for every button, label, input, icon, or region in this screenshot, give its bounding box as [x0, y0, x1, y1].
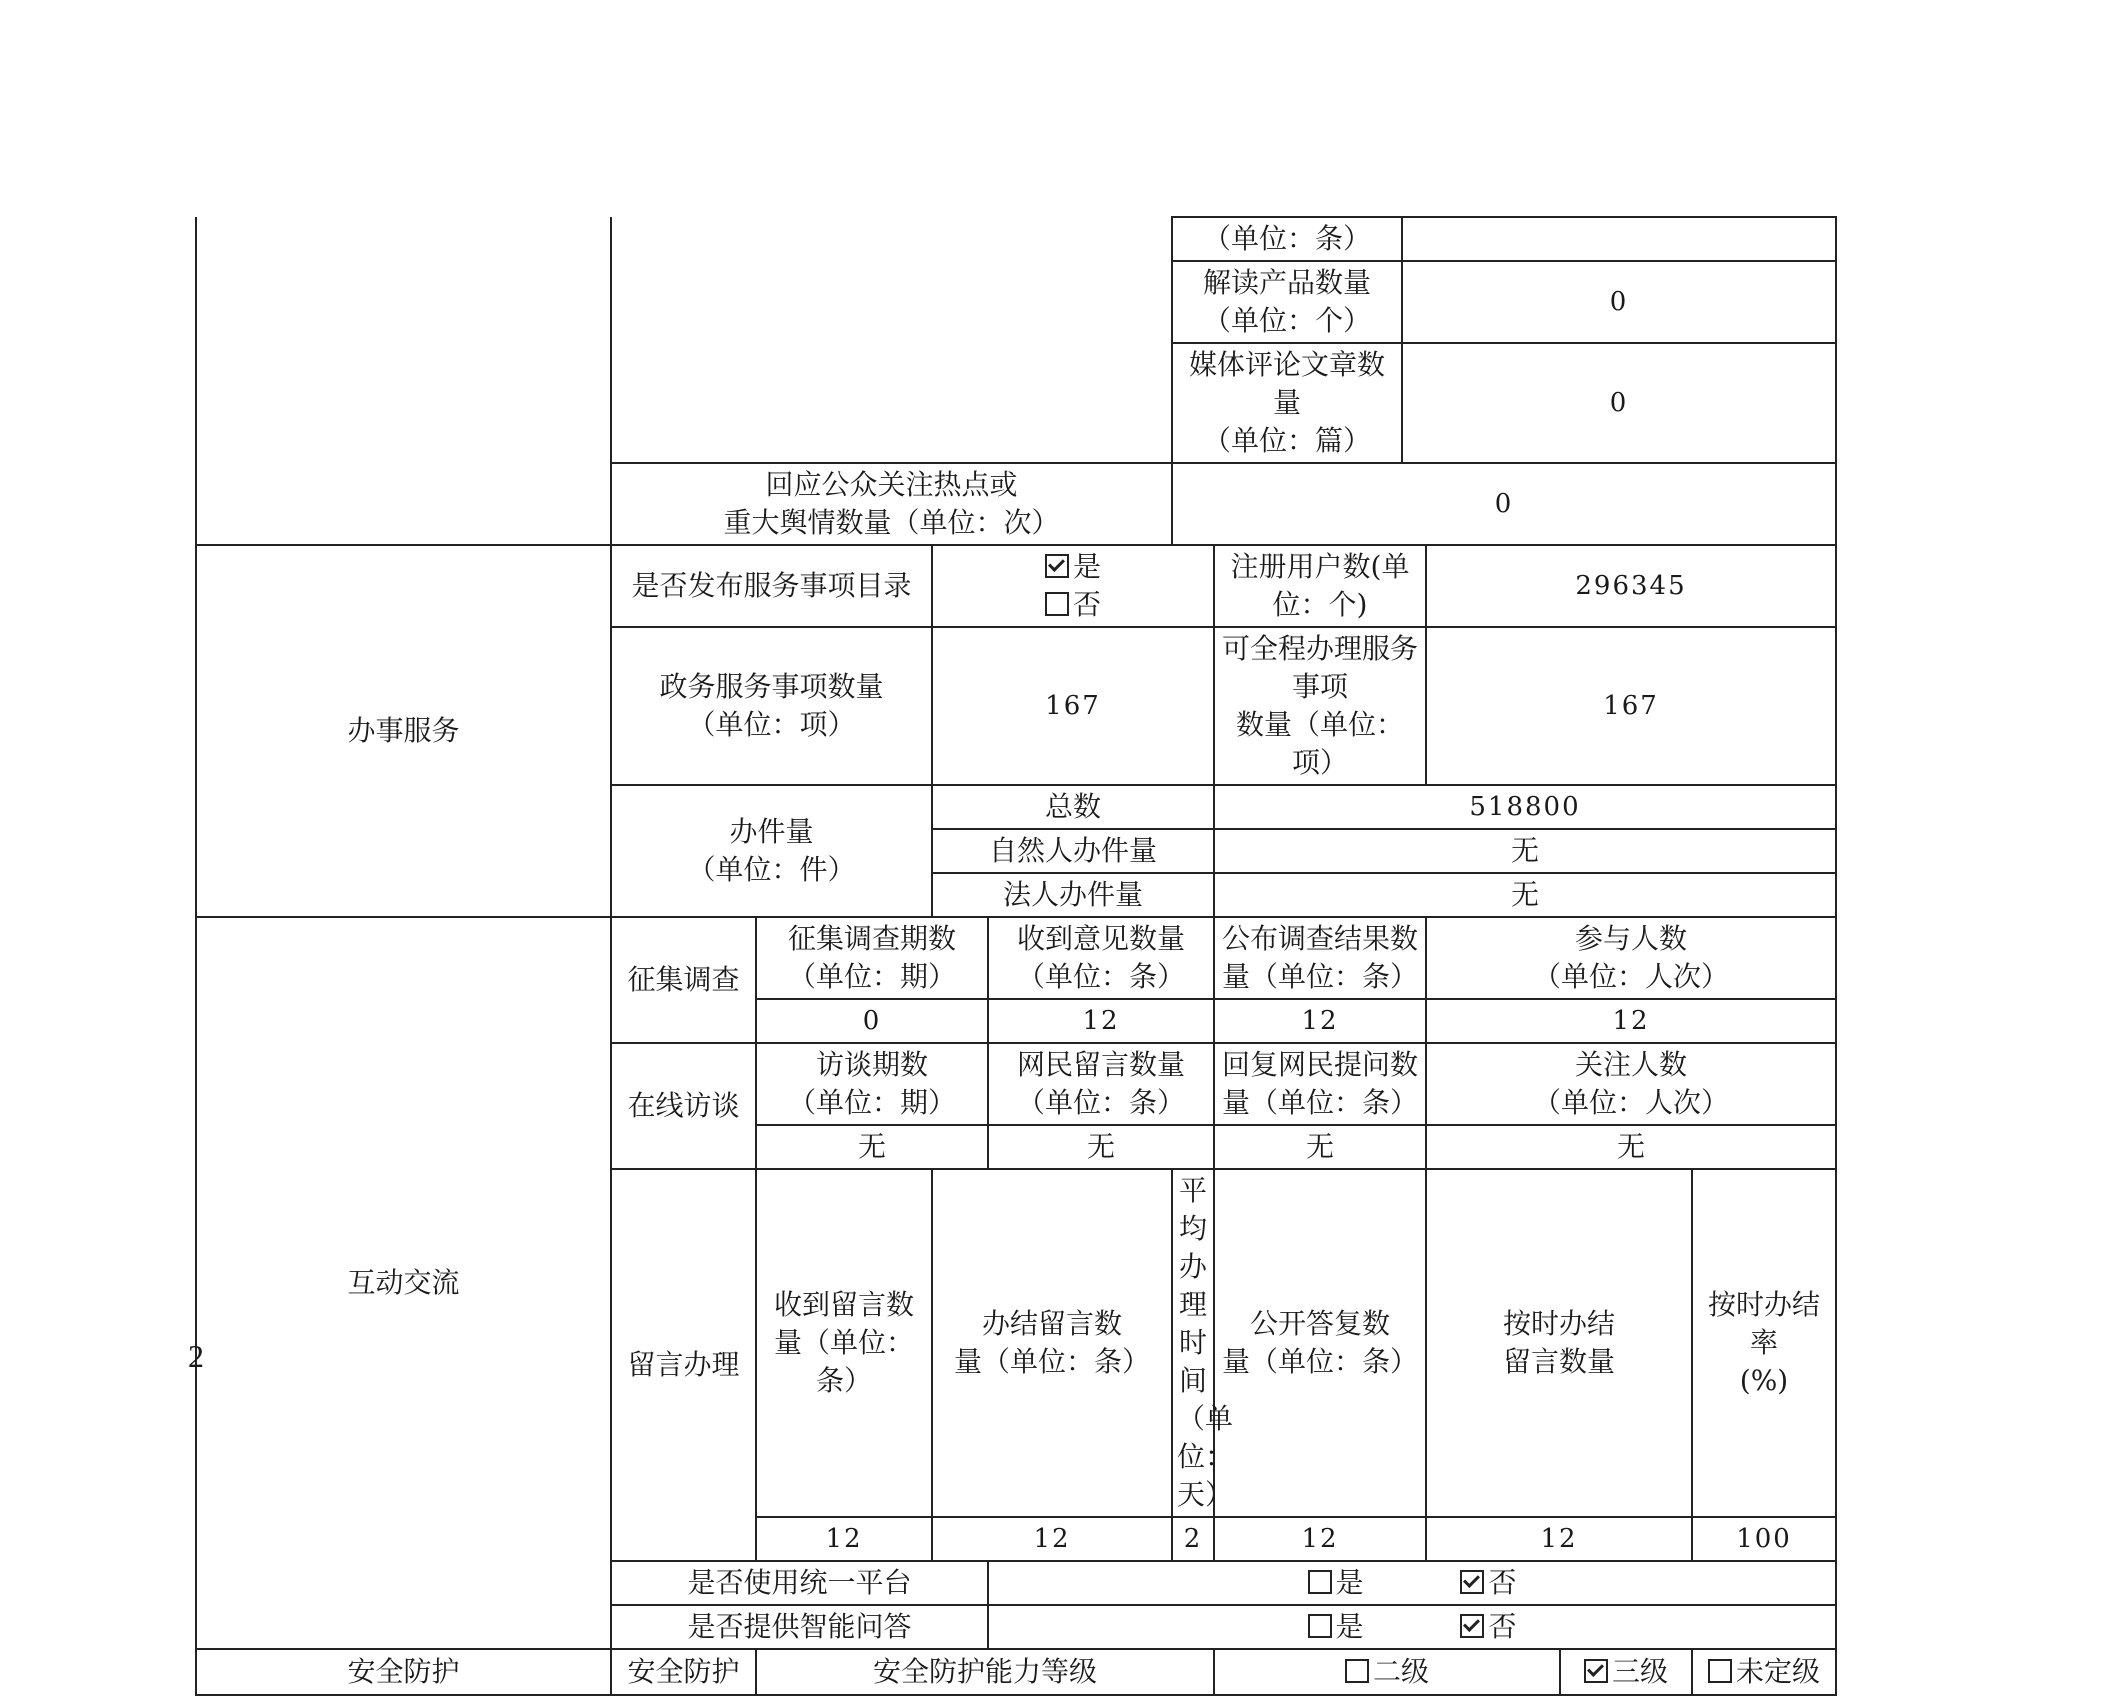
message-header-received: 收到留言数 量（单位：条） — [756, 1169, 932, 1517]
continuation-blank-left — [196, 217, 611, 545]
checkbox-checked-icon — [1584, 1659, 1608, 1683]
cases-total-value: 518800 — [1214, 785, 1836, 829]
platform-no-option[interactable]: 否 — [1460, 1564, 1516, 1602]
hotspot-response-label: 回应公众关注热点或 重大舆情数量（单位：次） — [611, 463, 1172, 545]
interview-value-replies: 无 — [1214, 1125, 1426, 1169]
smart-qa-yes-option[interactable]: 是 — [1308, 1608, 1364, 1646]
interview-value-periods: 无 — [756, 1125, 988, 1169]
checkbox-empty-icon — [1308, 1614, 1332, 1638]
message-value-received: 12 — [756, 1517, 932, 1561]
survey-value-results: 12 — [1214, 999, 1426, 1043]
survey-header-participants: 参与人数 （单位：人次） — [1426, 917, 1836, 999]
interpretation-products-value: 0 — [1402, 261, 1836, 343]
catalog-published-label: 是否发布服务事项目录 — [611, 545, 932, 627]
interpretation-products-label: 解读产品数量 （单位：个） — [1172, 261, 1402, 343]
page-number: 2 — [188, 1338, 204, 1374]
checkbox-empty-icon — [1708, 1659, 1732, 1683]
interview-header-replies: 回复网民提问数 量（单位：条） — [1214, 1043, 1426, 1125]
section-banshi: 办事服务 — [196, 545, 611, 917]
continuation-blank-middle — [611, 217, 1172, 463]
service-items-value: 167 — [932, 627, 1214, 785]
hotspot-response-value: 0 — [1172, 463, 1836, 545]
survey-value-participants: 12 — [1426, 999, 1836, 1043]
smart-qa-no-option[interactable]: 否 — [1460, 1608, 1516, 1646]
registered-users-value: 296345 — [1426, 545, 1836, 627]
full-process-items-label: 可全程办理服务事项 数量（单位：项） — [1214, 627, 1426, 785]
message-header-avg-time: 平均办理时 间（单位：天） — [1172, 1169, 1214, 1517]
survey-label: 征集调查 — [611, 917, 756, 1043]
natural-person-cases-value: 无 — [1214, 829, 1836, 873]
checkbox-empty-icon — [1345, 1659, 1369, 1683]
legal-person-cases-label: 法人办件量 — [932, 873, 1214, 917]
message-value-avg-time: 2 — [1172, 1517, 1214, 1561]
catalog-no-option[interactable]: 否 — [1045, 586, 1101, 624]
survey-header-results: 公布调查结果数 量（单位：条） — [1214, 917, 1426, 999]
smart-qa-options — [988, 1605, 1836, 1649]
security-level-label: 安全防护能力等级 — [756, 1649, 1214, 1695]
security-sub-label: 安全防护 — [611, 1649, 756, 1695]
catalog-published-options — [932, 545, 1214, 627]
platform-yes-option[interactable]: 是 — [1308, 1564, 1364, 1602]
message-header-public-replies: 公开答复数 量（单位：条） — [1214, 1169, 1426, 1517]
interview-label: 在线访谈 — [611, 1043, 756, 1169]
legal-person-cases-value: 无 — [1214, 873, 1836, 917]
survey-value-periods: 0 — [756, 999, 988, 1043]
checkbox-checked-icon — [1460, 1614, 1484, 1638]
checkbox-checked-icon — [1460, 1570, 1484, 1594]
section-anquan: 安全防护 — [196, 1649, 611, 1695]
survey-header-periods: 征集调查期数 （单位：期） — [756, 917, 988, 999]
interview-header-followers: 关注人数 （单位：人次） — [1426, 1043, 1836, 1125]
checkbox-checked-icon — [1045, 554, 1069, 578]
message-value-ontime-rate: 100 — [1692, 1517, 1836, 1561]
media-articles-value: 0 — [1402, 343, 1836, 463]
interview-header-messages: 网民留言数量 （单位：条） — [988, 1043, 1214, 1125]
message-header-ontime-rate: 按时办结率 (%) — [1692, 1169, 1836, 1517]
natural-person-cases-label: 自然人办件量 — [932, 829, 1214, 873]
message-header-ontime-count: 按时办结 留言数量 — [1426, 1169, 1692, 1517]
message-header-closed: 办结留言数 量（单位：条） — [932, 1169, 1172, 1517]
checkbox-empty-icon — [1308, 1570, 1332, 1594]
message-handling-label: 留言办理 — [611, 1169, 756, 1561]
security-level-option-3[interactable]: 三级 — [1560, 1649, 1692, 1695]
security-level-option-unrated[interactable]: 未定级 — [1692, 1649, 1836, 1695]
unit-tiao-value — [1402, 217, 1836, 261]
unified-platform-label: 是否使用统一平台 — [611, 1561, 988, 1605]
full-process-items-value: 167 — [1426, 627, 1836, 785]
section-hudong: 互动交流 — [196, 917, 611, 1649]
smart-qa-label: 是否提供智能问答 — [611, 1605, 988, 1649]
cases-total-label: 总数 — [932, 785, 1214, 829]
statistics-table — [195, 216, 1837, 1696]
message-value-public-replies: 12 — [1214, 1517, 1426, 1561]
media-articles-label: 媒体评论文章数量 （单位：篇） — [1172, 343, 1402, 463]
interview-header-periods: 访谈期数 （单位：期） — [756, 1043, 988, 1125]
interview-value-followers: 无 — [1426, 1125, 1836, 1169]
survey-header-opinions: 收到意见数量 （单位：条） — [988, 917, 1214, 999]
interview-value-messages: 无 — [988, 1125, 1214, 1169]
security-level-option-2[interactable]: 二级 — [1214, 1649, 1560, 1695]
catalog-yes-option[interactable]: 是 — [1045, 548, 1101, 586]
cases-label: 办件量 （单位：件） — [611, 785, 932, 917]
message-value-ontime-count: 12 — [1426, 1517, 1692, 1561]
service-items-label: 政务服务事项数量 （单位：项） — [611, 627, 932, 785]
unified-platform-options — [988, 1561, 1836, 1605]
message-value-closed: 12 — [932, 1517, 1172, 1561]
unit-tiao-label: （单位：条） — [1172, 217, 1402, 261]
checkbox-empty-icon — [1045, 592, 1069, 616]
registered-users-label: 注册用户数(单位：个) — [1214, 545, 1426, 627]
survey-value-opinions: 12 — [988, 999, 1214, 1043]
